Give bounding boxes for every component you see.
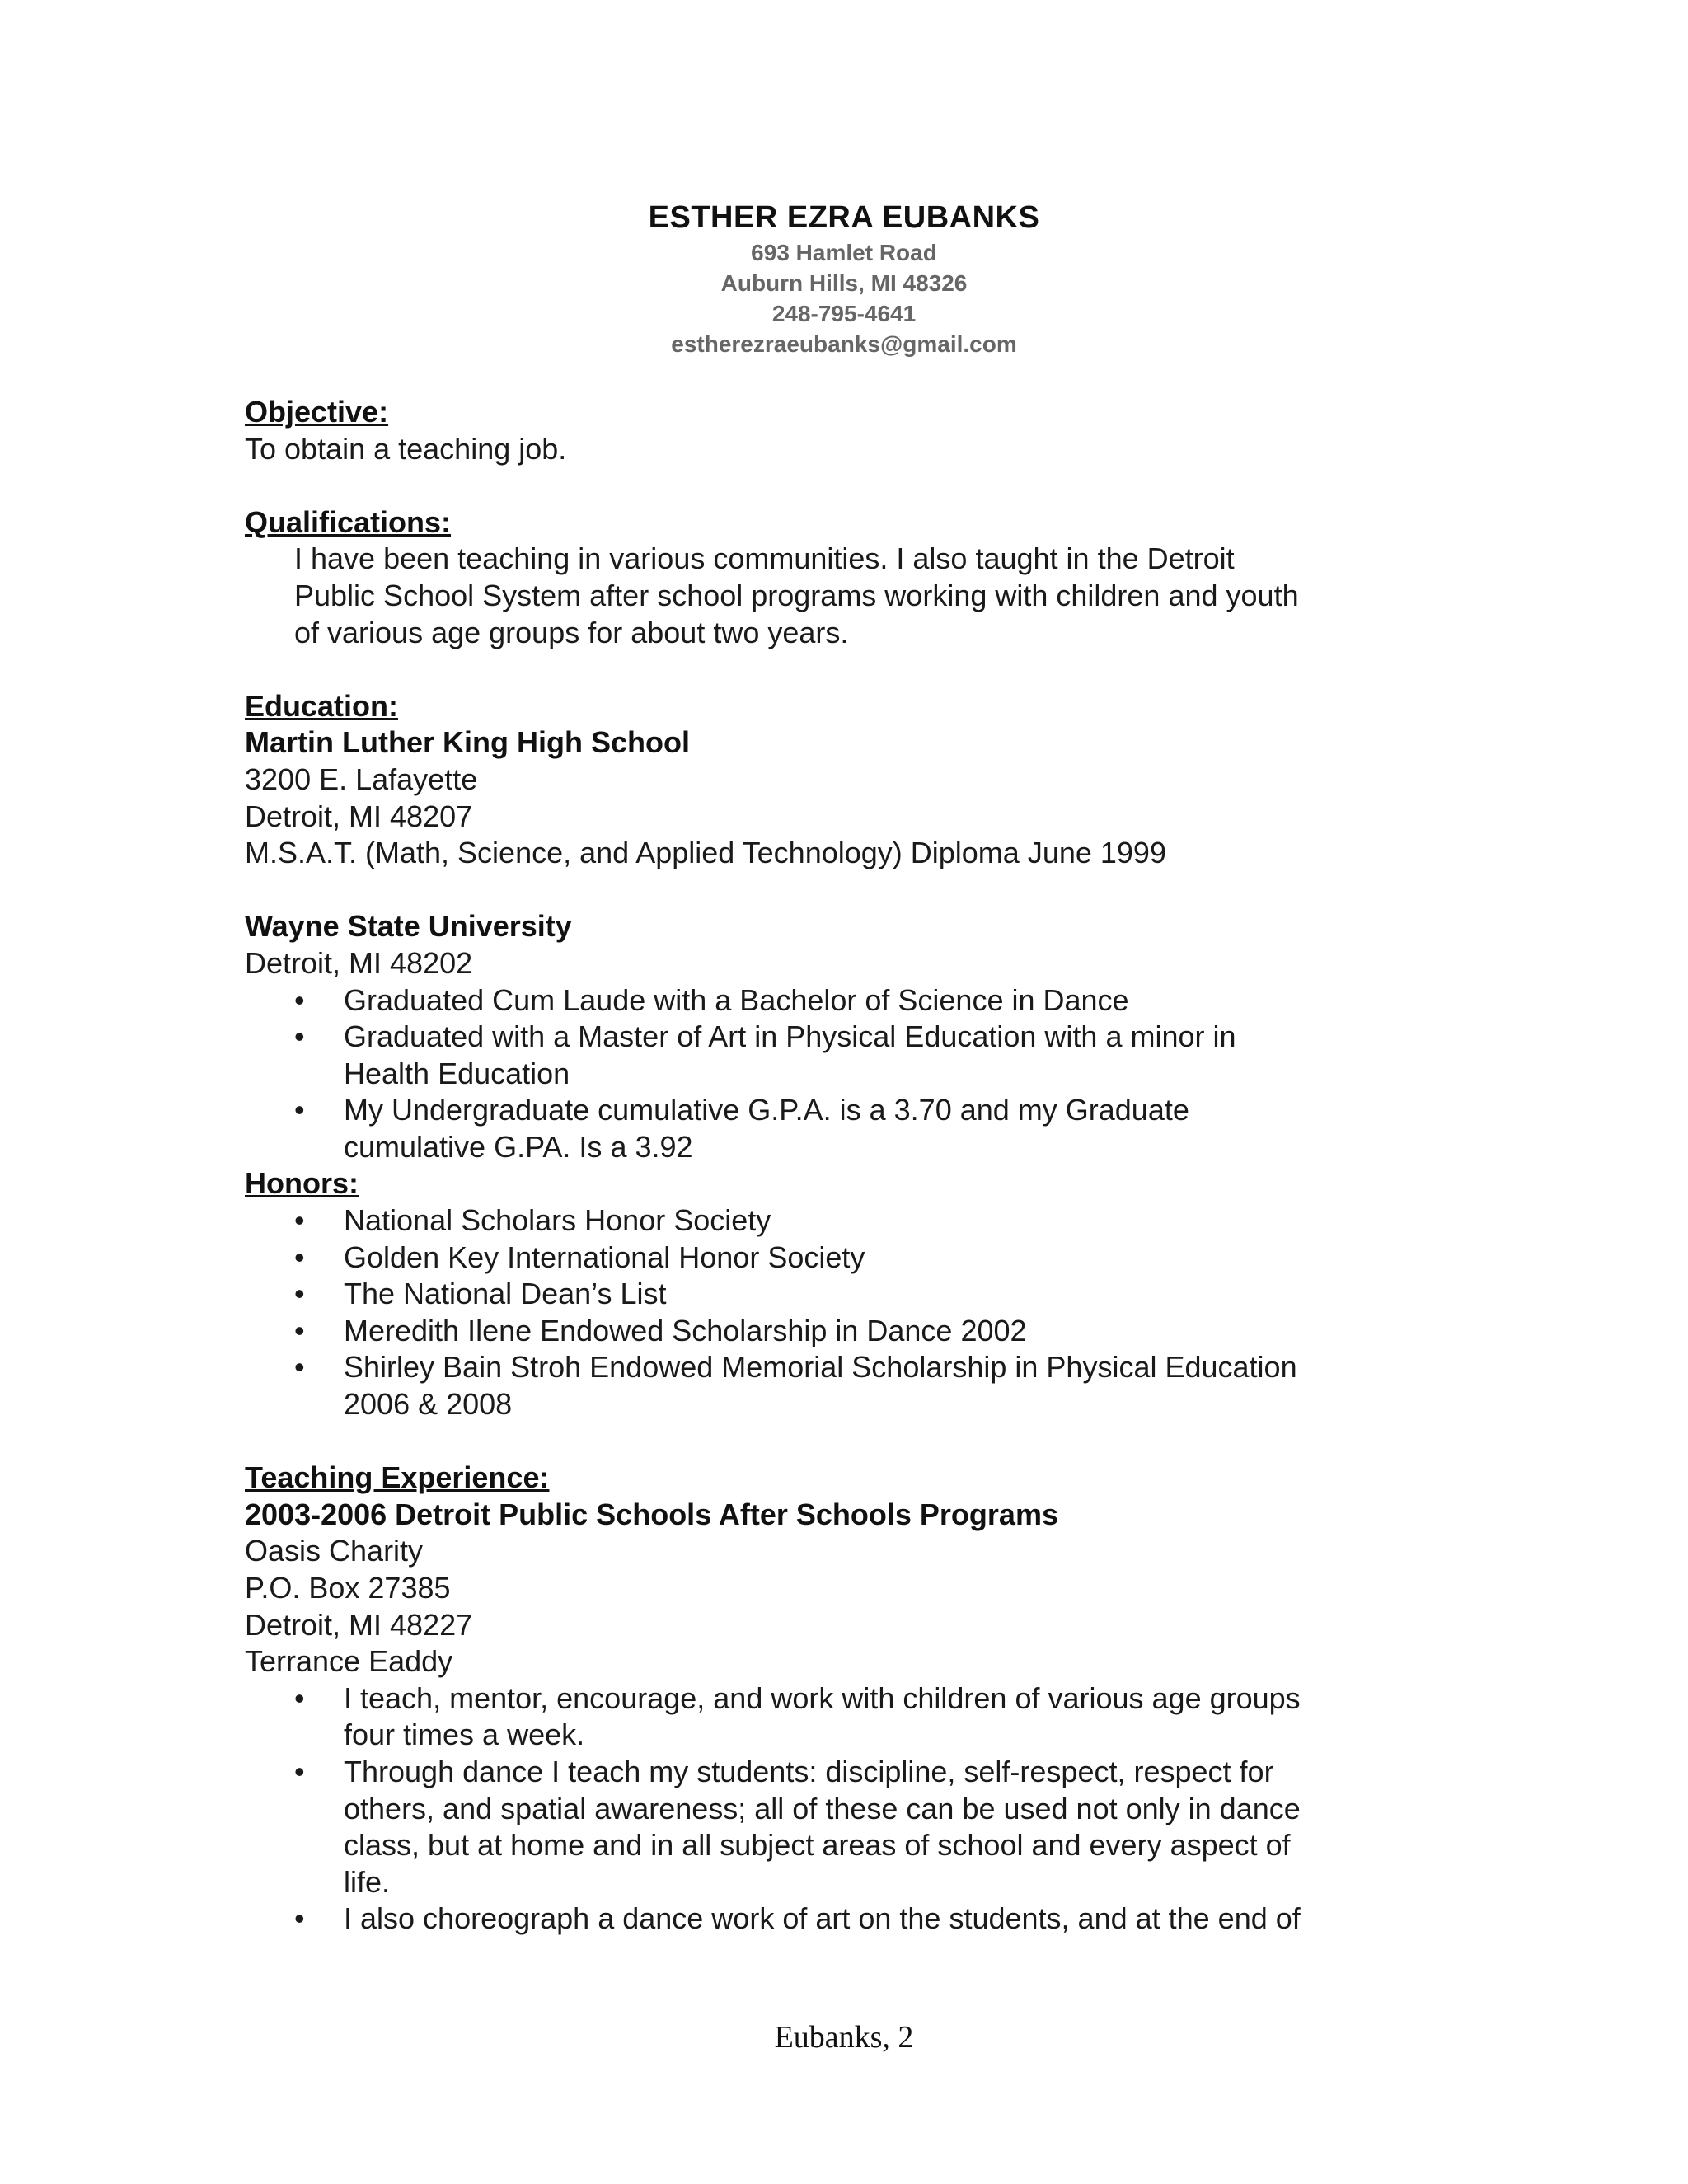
list-item-text: cumulative G.PA. Is a 3.92 [344,1129,693,1164]
list-item-text: four times a week. [344,1718,585,1752]
qualifications-line: Public School System after school programs working with children and youth [294,578,1299,612]
list-item-text: The National Dean’s List [344,1277,667,1311]
applicant-name: ESTHER EZRA EUBANKS [648,200,1040,235]
list-item-text: Golden Key International Honor Society [344,1240,865,1274]
list-item-text: Through dance I teach my students: discipline, self-respect, respect for [344,1754,1274,1788]
university-bullet-list [245,982,1448,1166]
qualifications-line: of various age groups for about two years. [294,615,849,649]
list-item-text: class, but at home and in all subject areas of school and every aspect of [344,1828,1291,1863]
honors-bullet-list [245,1202,1448,1423]
high-school-name: Martin Luther King High School [245,725,690,760]
address-line-2: Auburn Hills, MI 48326 [720,270,968,296]
list-item [245,1680,1448,1754]
list-item-text: others, and spatial awareness; all of these can be used not only in dance [344,1791,1301,1825]
bullet-icon: • [294,1093,305,1127]
list-item [245,1276,1448,1313]
bullet-icon: • [294,1901,305,1936]
objective-heading: Objective: [245,395,389,429]
list-item [245,1019,1448,1092]
bullet-icon: • [294,1203,305,1238]
page-footer: Eubanks, 2 [774,2020,914,2055]
qualifications-line: I have been teaching in various communities. I also taught in the Detroit [294,541,1235,576]
bullet-icon: • [294,1680,305,1715]
list-item [245,982,1448,1019]
list-item [245,1754,1448,1900]
resume-body [245,394,1448,1938]
high-school-street: 3200 E. Lafayette [245,762,478,796]
list-item [245,1900,1448,1938]
list-item-text: National Scholars Honor Society [344,1203,771,1238]
list-item-text: Shirley Bain Stroh Endowed Memorial Scholarship in Physical Education [344,1350,1297,1385]
qualifications-heading: Qualifications: [245,504,452,539]
honors-heading: Honors: [245,1166,359,1201]
employer-name: Oasis Charity [245,1534,424,1568]
list-item [245,1313,1448,1350]
list-item-text: Graduated Cum Laude with a Bachelor of Science in Dance [344,982,1129,1017]
bullet-icon: • [294,1019,305,1054]
employer-city: Detroit, MI 48227 [245,1607,473,1642]
email-address: estherezraeubanks@gmail.com [671,331,1017,357]
bullet-icon: • [294,1350,305,1385]
employer-po-box: P.O. Box 27385 [245,1571,451,1605]
list-item-text: 2006 & 2008 [344,1387,513,1422]
experience-heading: Teaching Experience: [245,1460,550,1495]
list-item-text: life. [344,1864,391,1899]
list-item-text: Meredith Ilene Endowed Scholarship in Dance 2002 [344,1313,1027,1347]
objective-text: To obtain a teaching job. [245,431,567,466]
high-school-city: Detroit, MI 48207 [245,799,473,833]
phone-number: 248-795-4641 [771,301,917,326]
experience-bullet-list [245,1680,1448,1938]
bullet-icon: • [294,982,305,1017]
bullet-icon: • [294,1277,305,1311]
list-item-text: My Undergraduate cumulative G.P.A. is a 3.70 and my Graduate [344,1093,1189,1127]
bullet-icon: • [294,1240,305,1274]
high-school-diploma: M.S.A.T. (Math, Science, and Applied Technology) Diploma June 1999 [245,836,1166,870]
address-line-1: 693 Hamlet Road [751,240,937,265]
bullet-icon: • [294,1754,305,1788]
job-title: 2003-2006 Detroit Public Schools After Schools Programs [245,1497,1058,1531]
university-name: Wayne State University [245,909,572,944]
university-city: Detroit, MI 48202 [245,945,473,980]
list-item [245,1349,1448,1422]
education-heading: Education: [245,688,398,723]
list-item-text: Graduated with a Master of Art in Physical Education with a minor in [344,1019,1236,1054]
list-item-text: I teach, mentor, encourage, and work with children of various age groups [344,1680,1301,1715]
list-item [245,1092,1448,1165]
list-item-text: Health Education [344,1056,570,1090]
list-item-text: I also choreograph a dance work of art on the students, and at the end of [344,1901,1301,1936]
employer-contact: Terrance Eaddy [245,1644,453,1679]
list-item [245,1202,1448,1240]
bullet-icon: • [294,1313,305,1347]
list-item [245,1240,1448,1277]
resume-header [0,198,1688,359]
